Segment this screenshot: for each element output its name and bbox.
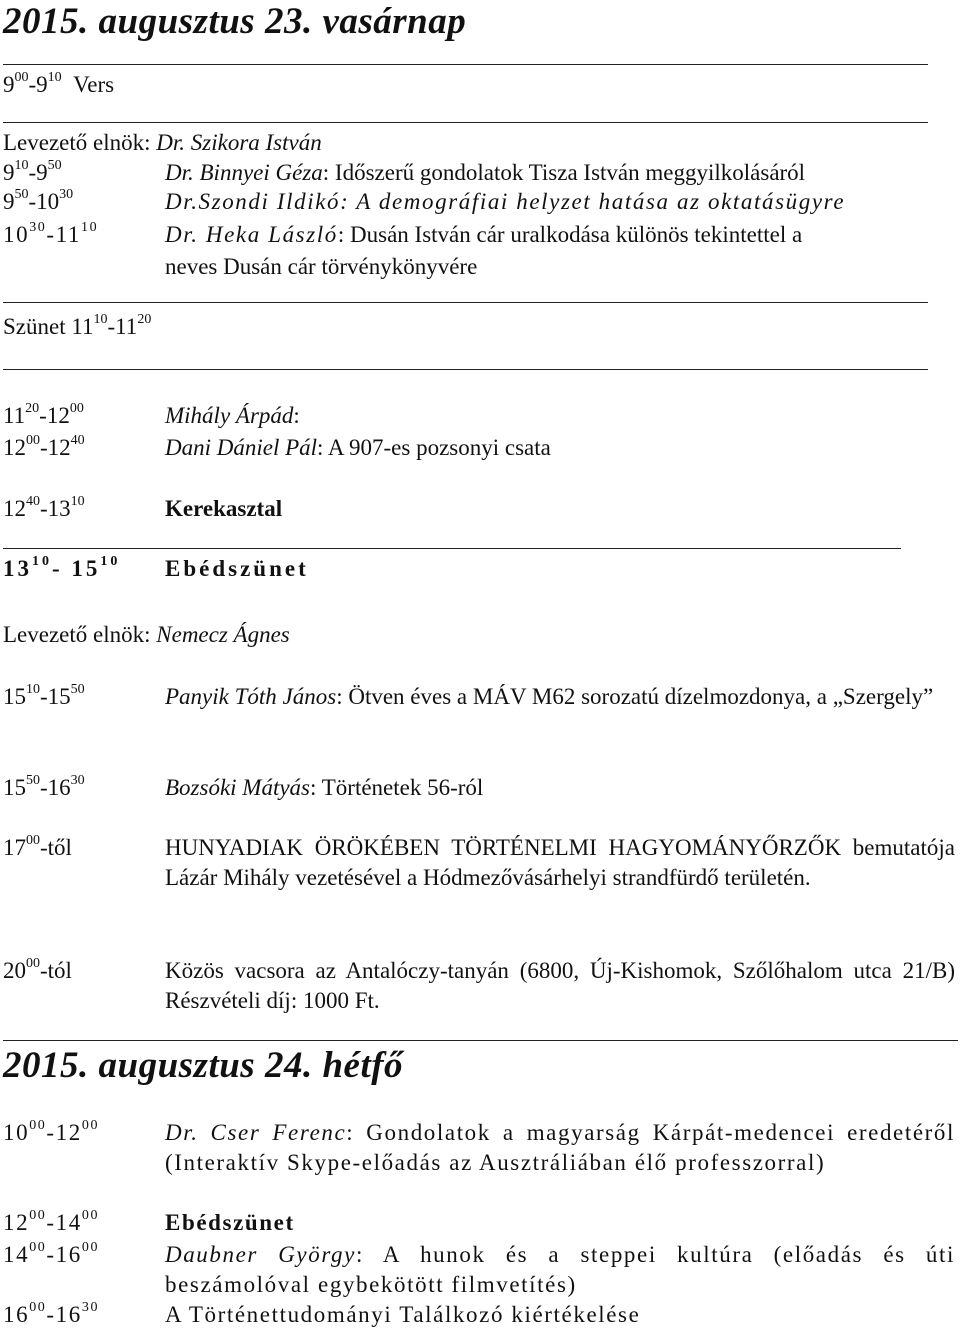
event-description: Közös vacsora az Antalóczy-tanyán (6800, Új-Kishomok, Szőlőhalom utca 21/B) Részvételi díj: 1000 Ft. xyxy=(165,958,955,1013)
vers-label: Vers xyxy=(73,72,115,97)
speaker: Dr.Szondi Ildikó xyxy=(165,189,341,214)
closing-label: A Történettudományi Találkozó kiértékelése xyxy=(165,1302,641,1327)
session-entry xyxy=(165,1240,955,1300)
day1-heading: 2015. augusztus 23. vasárnap xyxy=(3,1,467,42)
session-time: $9^{50}-10^{30}$ xyxy=(3,187,74,214)
roundtable-label: Kerekasztal xyxy=(165,496,283,521)
divider xyxy=(3,122,928,123)
divider xyxy=(3,302,928,303)
session-entry xyxy=(165,189,845,215)
session-time: $12^{00}-12^{40}$ xyxy=(3,433,85,460)
session-time: $10^{30}-11^{10}$ xyxy=(3,220,99,247)
session-time: $11^{20}-12^{00}$ xyxy=(3,401,84,428)
chair-label: Levezető elnök: xyxy=(3,130,157,155)
session-entry xyxy=(165,682,955,712)
session-time: $12^{00}-14^{00}$ xyxy=(3,1208,100,1235)
session-time: $15^{10}-15^{50}$ xyxy=(3,682,85,709)
session-time: $16^{00}-16^{30}$ xyxy=(3,1300,100,1327)
speaker: Dr. Binnyei Géza xyxy=(165,160,323,185)
session-entry: Mihály Árpád: xyxy=(165,403,300,428)
session-time: $9^{10}-9^{50}$ xyxy=(3,158,62,185)
divider xyxy=(3,64,928,65)
talk-title: : Dusán István cár uralkodása különös tekintettel a xyxy=(337,222,803,247)
talk-title: : A hunok és a steppei kultúra (előadás és úti beszámolóval egybekötött filmvetítés) xyxy=(165,1242,955,1297)
speaker: Bozsóki Mátyás xyxy=(165,775,311,800)
session-time: $15^{50}-16^{30}$ xyxy=(3,773,85,800)
talk-title-cont: neves Dusán cár törvénykönyvére xyxy=(165,254,478,279)
chair-name: Nemecz Ágnes xyxy=(156,622,290,647)
session-time: $12^{40}-13^{10}$ xyxy=(3,494,85,521)
session-entry xyxy=(165,222,802,248)
lunch-label: Ebédszünet xyxy=(165,556,309,581)
chair2 xyxy=(3,622,290,648)
session-entry xyxy=(165,435,551,461)
talk-title: : Gondolatok a magyarság Kárpát-medencei eredetéről (Interaktív Skype-előadás az Ausztráliában élő professzorral) xyxy=(165,1120,955,1175)
day2-heading: 2015. augusztus 24. hétfő xyxy=(3,1045,404,1086)
session-time: $10^{00}-12^{00}$ xyxy=(3,1118,100,1145)
divider xyxy=(3,369,928,370)
talk-title: : A 907-es pozsonyi csata xyxy=(317,435,551,460)
chair1 xyxy=(3,130,322,156)
chair-name: Dr. Szikora István xyxy=(156,130,322,155)
talk-title: : Ötven éves a MÁV M62 sorozatú dízelmozdonya, a „Szergely” xyxy=(336,684,934,709)
speaker: Daubner György xyxy=(165,1242,356,1267)
session-entry xyxy=(165,775,483,801)
vers-row xyxy=(3,72,114,98)
time: $9^{00}-9^{10}$ xyxy=(3,70,62,97)
speaker: Dr. Cser Ferenc xyxy=(165,1120,347,1145)
session-entry xyxy=(165,1118,955,1178)
session-entry xyxy=(165,160,805,186)
session-time: $20^{00}$-tól xyxy=(3,956,72,983)
session-time: $14^{00}-16^{00}$ xyxy=(3,1240,100,1267)
lunch-time: $13^{10}-$ $15^{10}$ xyxy=(3,554,121,581)
speaker: Panyik Tóth János xyxy=(165,684,337,709)
talk-title: : Történetek 56-ról xyxy=(310,775,484,800)
talk-title: : A demográfiai helyzet hatása az oktatásügyre xyxy=(340,189,846,214)
lunch-label: Ebédszünet xyxy=(165,1210,295,1235)
speaker: Dr. Heka László xyxy=(165,222,338,247)
speaker: Mihály Árpád xyxy=(165,403,294,428)
event-description: HUNYADIAK ÖRÖKÉBEN TÖRTÉNELMI HAGYOMÁNYŐRZŐK bemutatója Lázár Mihály vezetésével a Hódmezővásárhelyi strandfürdő területén. xyxy=(165,835,955,890)
divider xyxy=(3,1040,958,1041)
session-time: $17^{00}$-től xyxy=(3,833,72,860)
chair-label: Levezető elnök: xyxy=(3,622,157,647)
divider xyxy=(3,548,901,549)
talk-title: : Időszerű gondolatok Tisza István meggyilkolásáról xyxy=(322,160,806,185)
break-row: Szünet $11^{10}-11^{20}$ xyxy=(3,312,152,339)
speaker: Dani Dániel Pál xyxy=(165,435,318,460)
